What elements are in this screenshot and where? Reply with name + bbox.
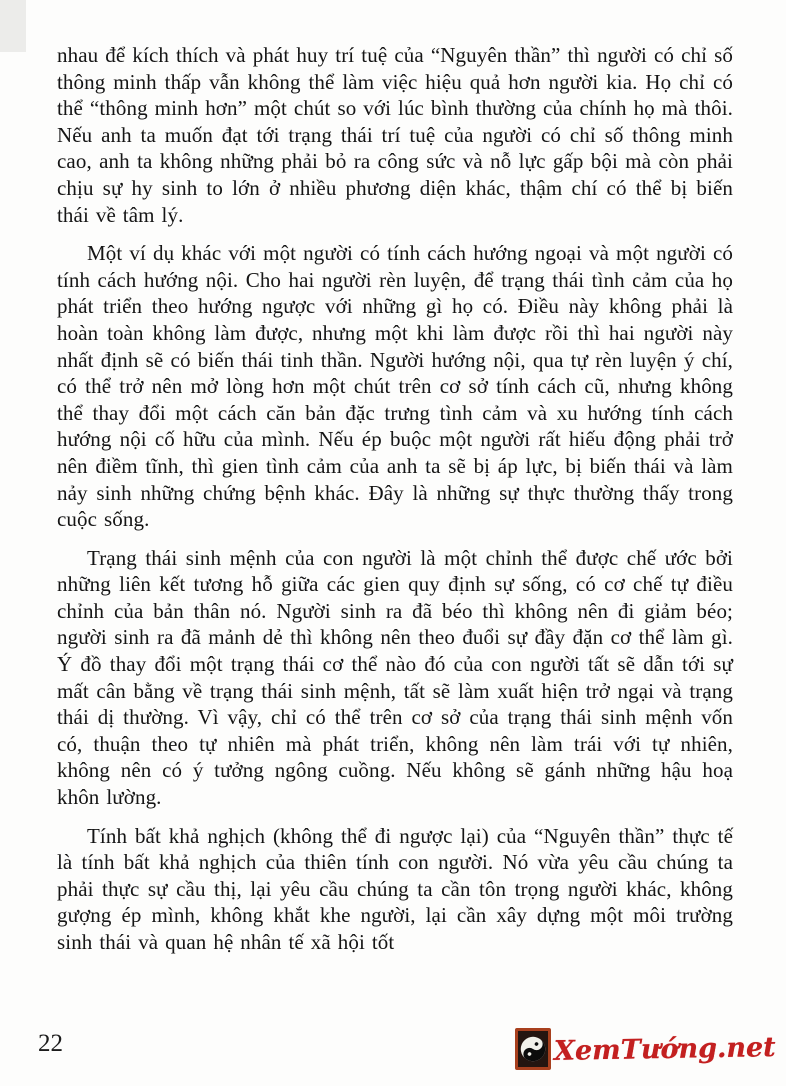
watermark-text: XemTướng.net [554, 1031, 777, 1067]
page-body-text [57, 42, 733, 968]
watermark [515, 1028, 776, 1070]
page-number: 22 [38, 1030, 63, 1057]
yin-yang-icon [515, 1028, 551, 1070]
paragraph-2: Một ví dụ khác với một người có tính cách hướng ngoại và một người có tính cách hướng nội. Cho hai người rèn luyện, để trạng thái tình cảm của họ phát triển theo hướng ngược với những gì họ có. Điều này không phải là hoàn toàn không làm được, nhưng một khi làm được rồi thì hai người này nhất định sẽ có biến thái tinh thần. Người hướng nội, qua tự rèn luyện ý chí, có thể trở nên mở lòng hơn một chút trên cơ sở tính cách cũ, nhưng không thể thay đổi một cách căn bản đặc trưng tình cảm và xu hướng tính cách hướng nội cố hữu của mình. Nếu ép buộc một người rất hiếu động phải trở nên điềm tĩnh, thì gien tình cảm của anh ta sẽ bị áp lực, bị biến thái và làm nảy sinh những chứng bệnh khác. Đây là những sự thực thường thấy trong cuộc sống. [57, 241, 733, 532]
paragraph-3: Trạng thái sinh mệnh của con người là một chỉnh thể được chế ước bởi những liên kết tương hỗ giữa các gien quy định sự sống, có cơ chế tự điều chỉnh của bản thân nó. Người sinh ra đã béo thì không nên đi giảm béo; người sinh ra đã mảnh dẻ thì không nên theo đuổi sự đầy đặn cơ thể làm gì. Ý đồ thay đổi một trạng thái cơ thể nào đó của con người tất sẽ dẫn tới sự mất cân bằng về trạng thái sinh mệnh, tất sẽ làm xuất hiện trở ngại và trạng thái dị thường. Vì vậy, chỉ có thể trên cơ sở của trạng thái sinh mệnh vốn có, thuận theo tự nhiên mà phát triển, không nên làm trái với tự nhiên, không nên có ý tưởng ngông cuồng. Nếu không sẽ gánh những hậu hoạ khôn lường. [57, 545, 733, 810]
scan-edge-artifact [0, 0, 26, 52]
paragraph-1: nhau để kích thích và phát huy trí tuệ của “Nguyên thần” thì người có chỉ số thông minh thấp vẫn không thể làm việc hiệu quả hơn người kia. Họ chỉ có thể “thông minh hơn” một chút so với lúc bình thường của chính họ mà thôi. Nếu anh ta muốn đạt tới trạng thái trí tuệ của người có chỉ số thông minh cao, anh ta không những phải bỏ ra công sức và nỗ lực gấp bội mà còn phải chịu sự hy sinh to lớn ở nhiều phương diện khác, thậm chí có thể bị biến thái về tâm lý. [57, 43, 733, 227]
paragraph-4: Tính bất khả nghịch (không thể đi ngược lại) của “Nguyên thần” thực tế là tính bất khả nghịch của thiên tính con người. Nó vừa yêu cầu chúng ta phải thực sự cầu thị, lại yêu cầu chúng ta cần tôn trọng người khác, không gượng ép mình, không khắt khe người, lại cần xây dựng một môi trường sinh thái và quan hệ nhân tế xã hội tốt [57, 823, 733, 954]
